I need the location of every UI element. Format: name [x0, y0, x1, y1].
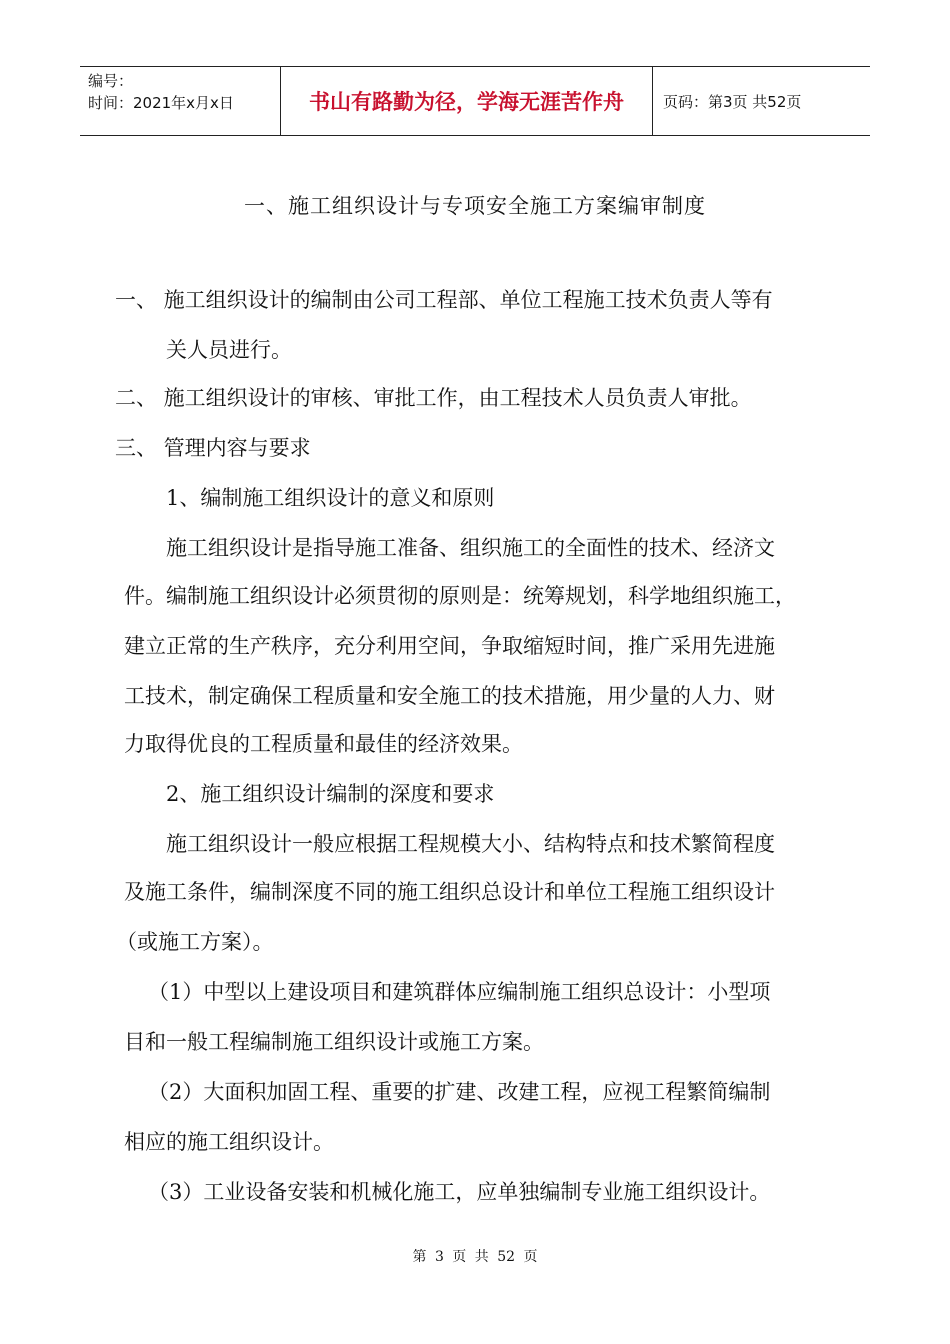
paragraph-line: 力取得优良的工程质量和最佳的经济效果。	[124, 732, 523, 756]
section-heading: 三、 管理内容与要求	[115, 436, 311, 460]
page-header	[80, 66, 870, 136]
document-title: 一、施工组织设计与专项安全施工方案编审制度	[244, 194, 706, 218]
subsection-heading: 2、施工组织设计编制的深度和要求	[166, 782, 495, 806]
header-motto: 书山有路勤为径，学海无涯苦作舟	[281, 67, 653, 135]
document-number-label: 编号：	[88, 72, 134, 90]
document-date: 时间：2021年x月x日	[88, 94, 234, 112]
paragraph-line: 二、 施工组织设计的审核、审批工作，由工程技术人员负责人审批。	[115, 386, 752, 410]
paragraph-line: 及施工条件，编制深度不同的施工组织总设计和单位工程施工组织设计	[124, 880, 775, 904]
paragraph-line: 件。编制施工组织设计必须贯彻的原则是：统筹规划，科学地组织施工，	[124, 584, 796, 608]
subsection-heading: 1、编制施工组织设计的意义和原则	[166, 486, 495, 510]
list-item: （3）工业设备安装和机械化施工，应单独编制专业施工组织设计。	[148, 1180, 771, 1204]
paragraph-line: （或施工方案）。	[116, 930, 274, 954]
header-page-info: 页码：第3页 共52页	[663, 92, 802, 111]
paragraph-line: 工技术，制定确保工程质量和安全施工的技术措施，用少量的人力、财	[124, 684, 775, 708]
header-meta	[80, 67, 281, 135]
paragraph-line: 一、 施工组织设计的编制由公司工程部、单位工程施工技术负责人等有	[115, 288, 773, 312]
paragraph-line: 施工组织设计是指导施工准备、组织施工的全面性的技术、经济文	[166, 536, 775, 560]
paragraph-line: 关人员进行。	[166, 338, 292, 362]
list-item-continuation: 目和一般工程编制施工组织设计或施工方案。	[124, 1030, 544, 1054]
list-item: （1）中型以上建设项目和建筑群体应编制施工组织总设计：小型项	[148, 980, 771, 1004]
list-item: （2）大面积加固工程、重要的扩建、改建工程，应视工程繁简编制	[148, 1080, 771, 1104]
paragraph-line: 施工组织设计一般应根据工程规模大小、结构特点和技术繁简程度	[166, 832, 775, 856]
list-item-continuation: 相应的施工组织设计。	[124, 1130, 334, 1154]
paragraph-line: 建立正常的生产秩序，充分利用空间，争取缩短时间，推广采用先进施	[124, 634, 775, 658]
page-footer: 第 3 页 共 52 页	[412, 1249, 538, 1265]
